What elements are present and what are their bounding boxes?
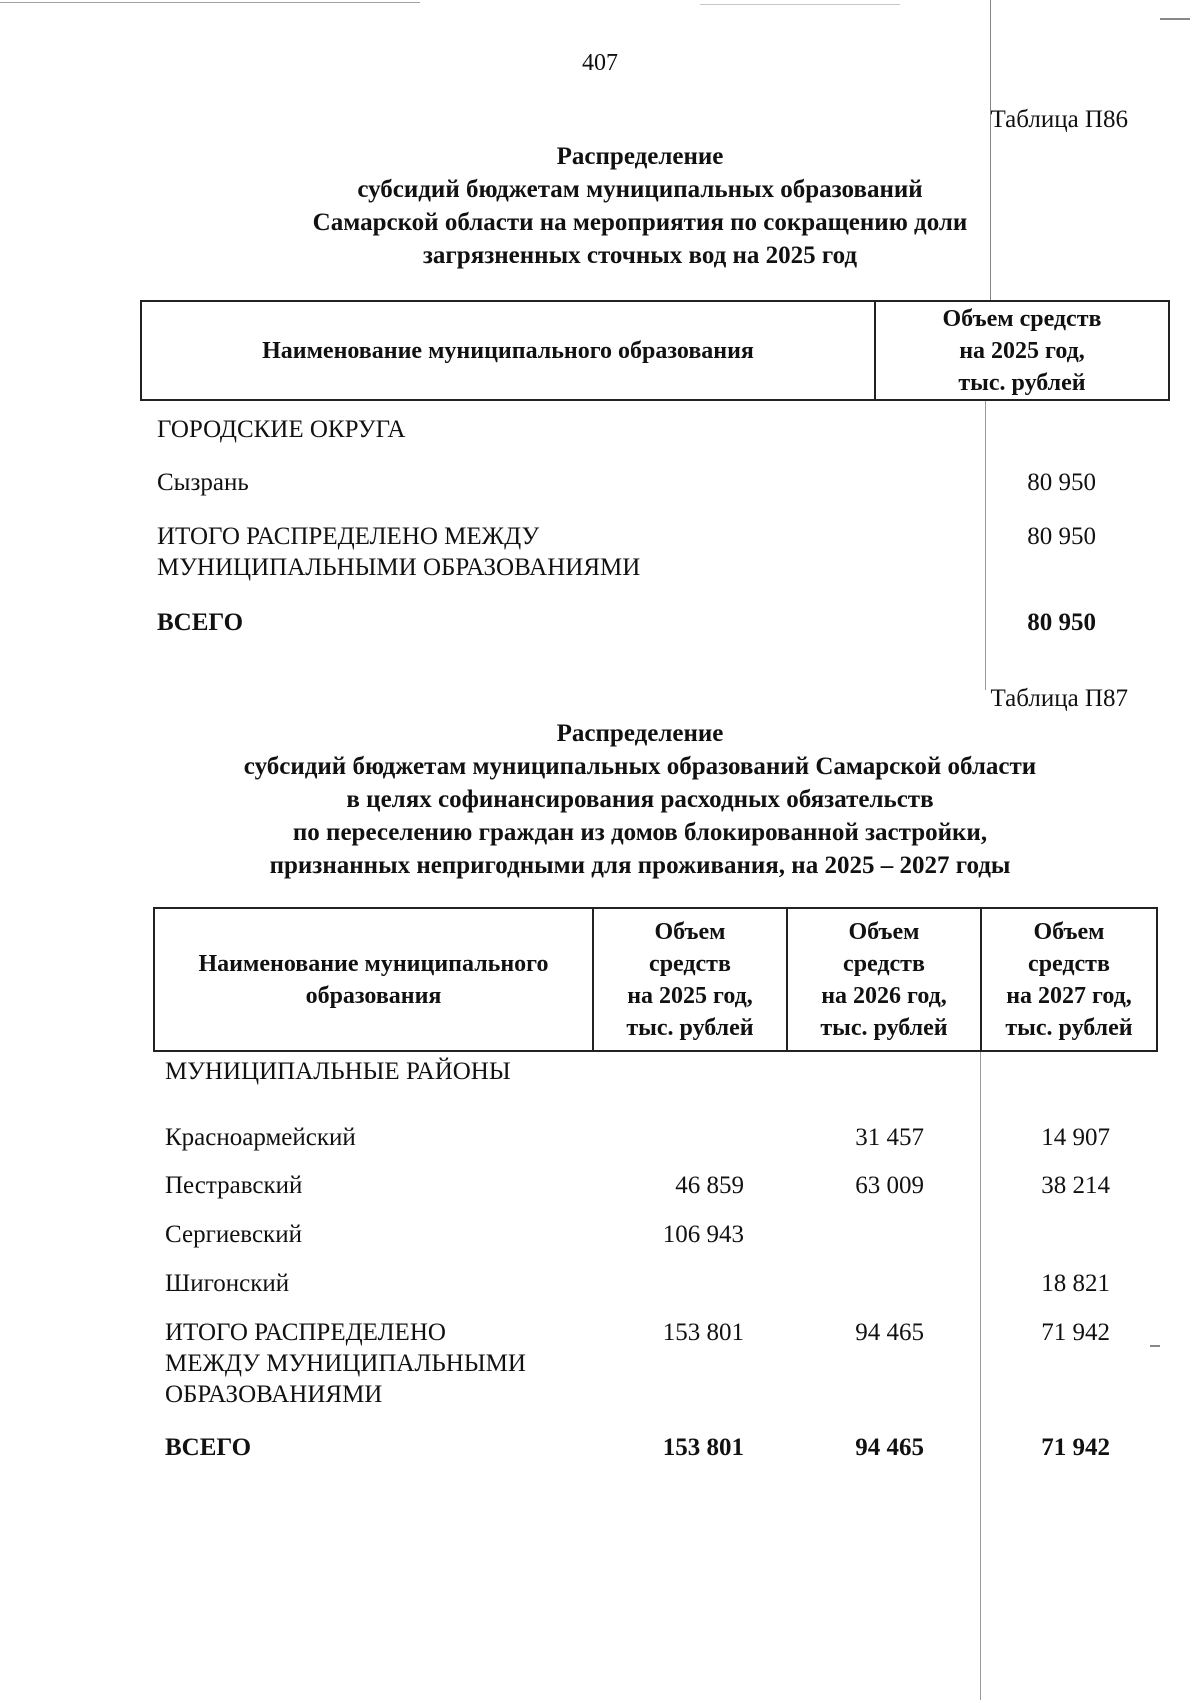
subtotal-value-2025: 153 801 — [662, 1319, 744, 1346]
column-header-amount — [875, 301, 1169, 400]
subtotal-name — [157, 521, 640, 583]
header-line: на 2025 год, — [959, 337, 1085, 364]
title-line: признанных непригодными для проживания, на 2025 – 2027 годы — [269, 852, 1011, 879]
total-name: ВСЕГО — [157, 609, 244, 636]
column-header-2026 — [787, 908, 981, 1051]
total-value: 80 950 — [1027, 609, 1096, 636]
subtotal-line: ИТОГО РАСПРЕДЕЛЕНО — [165, 1319, 446, 1346]
row-name: Сызрань — [157, 469, 249, 496]
header-line: средств — [1028, 950, 1110, 977]
header-line: образования — [305, 982, 442, 1009]
subtotal-value-2026: 94 465 — [855, 1319, 924, 1346]
table-label: Таблица П86 — [990, 106, 1128, 133]
column-header-2025 — [593, 908, 787, 1051]
header-line: тыс. рублей — [1005, 1014, 1133, 1041]
column-header-2027 — [981, 908, 1157, 1051]
header-line: средств — [649, 950, 731, 977]
page-number: 407 — [582, 50, 618, 76]
header-line: на 2027 год, — [1006, 982, 1132, 1009]
title-line: загрязненных сточных вод на 2025 год — [422, 242, 858, 269]
row-value-2025: 106 943 — [662, 1221, 744, 1248]
title-line: в целях софинансирования расходных обязательств — [346, 786, 934, 813]
header-line: Объем — [848, 918, 920, 945]
scan-artifact-line — [700, 4, 900, 5]
row-value-2027: 14 907 — [1041, 1124, 1110, 1151]
total-value-2027: 71 942 — [1041, 1434, 1110, 1461]
subtotal-line: МЕЖДУ МУНИЦИПАЛЬНЫМИ — [165, 1350, 526, 1377]
total-value-2025: 153 801 — [662, 1434, 744, 1461]
title-line: субсидий бюджетам муниципальных образований — [357, 176, 923, 203]
table-label: Таблица П87 — [990, 685, 1128, 712]
row-value-2027: 18 821 — [1041, 1270, 1110, 1297]
header-line: тыс. рублей — [820, 1014, 948, 1041]
row-value-2027: 38 214 — [1041, 1172, 1110, 1199]
scan-artifact-line — [0, 2, 420, 3]
subtotal-line: МУНИЦИПАЛЬНЫМИ ОБРАЗОВАНИЯМИ — [157, 554, 641, 581]
section-heading: МУНИЦИПАЛЬНЫЕ РАЙОНЫ — [165, 1058, 511, 1085]
table-title — [140, 140, 1140, 272]
row-value: 80 950 — [1027, 469, 1096, 496]
header-line: тыс. рублей — [958, 369, 1086, 396]
row-name: Пестравский — [165, 1172, 303, 1199]
header-line: Объем — [654, 918, 726, 945]
header-line: Объем средств — [942, 305, 1102, 332]
row-name: Сергиевский — [165, 1221, 302, 1248]
header-line: Наименование муниципального — [198, 950, 549, 977]
column-header-name — [154, 908, 593, 1051]
table-header — [140, 300, 1170, 401]
title-line: по переселению граждан из домов блокированной застройки, — [292, 819, 988, 846]
subtotal-line: ИТОГО РАСПРЕДЕЛЕНО МЕЖДУ — [157, 523, 540, 550]
title-line: Распределение — [556, 143, 724, 170]
title-line: Распределение — [556, 720, 724, 747]
header-line: на 2026 год, — [821, 982, 947, 1009]
total-value-2026: 94 465 — [855, 1434, 924, 1461]
total-name: ВСЕГО — [165, 1434, 252, 1461]
section-heading: ГОРОДСКИЕ ОКРУГА — [157, 416, 406, 443]
header-line: средств — [843, 950, 925, 977]
subtotal-value-2027: 71 942 — [1041, 1319, 1110, 1346]
subtotal-value: 80 950 — [1027, 523, 1096, 550]
row-value-2026: 31 457 — [855, 1124, 924, 1151]
header-line: на 2025 год, — [627, 982, 753, 1009]
column-header-name: Наименование муниципального образования — [141, 301, 875, 400]
row-value-2025: 46 859 — [675, 1172, 744, 1199]
header-line: тыс. рублей — [626, 1014, 754, 1041]
scan-artifact-speck — [1150, 1345, 1160, 1347]
title-line: Самарской области на мероприятия по сокращению доли — [312, 209, 968, 236]
subtotal-line: ОБРАЗОВАНИЯМИ — [165, 1381, 383, 1408]
row-name: Красноармейский — [165, 1124, 356, 1151]
row-name: Шигонский — [165, 1270, 290, 1297]
header-line: Объем — [1033, 918, 1105, 945]
table-title — [140, 717, 1140, 882]
table-header — [153, 907, 1158, 1052]
title-line: субсидий бюджетам муниципальных образований Самарской области — [243, 753, 1037, 780]
subtotal-name — [165, 1317, 526, 1410]
row-value-2026: 63 009 — [855, 1172, 924, 1199]
scan-artifact-speck — [1160, 18, 1190, 20]
